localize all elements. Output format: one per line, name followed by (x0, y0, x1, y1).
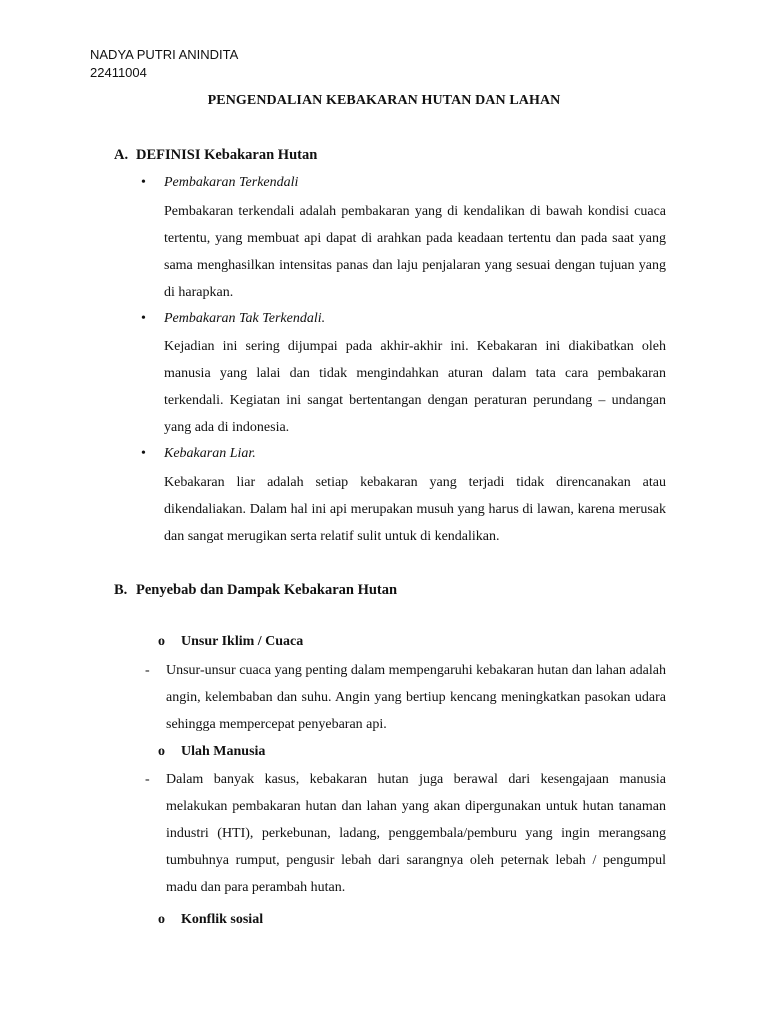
paragraph-ulah-manusia: Dalam banyak kasus, kebakaran hutan juga berawal dari kesengajaan manusia melakukan pembakaran hutan dan lahan yang akan dipergunakan untuk hutan tanaman industri (HTI), perkebunan, ladang, penggembala/pemburu yang ingin merangsang tumbuhnya rumput, pengusir lebah dari sarangnya oleh peternak lebah / pengumpul madu dan para perambah hutan. (166, 772, 666, 895)
bullet-icon: • (141, 446, 146, 461)
paragraph-kebakaran-liar: Kebakaran liar adalah setiap kebakaran yang terjadi tidak direncanakan atau dikendaliakan. Dalam hal ini api merupakan musuh yang harus di lawan, karena merusak dan sangat merugikan serta relatif sulit untuk di kendalikan. (164, 475, 666, 544)
paragraph-pembakaran-terkendali: Pembakaran terkendali adalah pembakaran yang di kendalikan di bawah kondisi cuaca tertentu, yang membuat api dapat di arahkan pada keadaan tertentu dan pada saat yang sama menghasilkan intensitas panas dan laju penjalaran yang sesuai dengan tujuan yang di harapkan. (164, 204, 666, 300)
dash-bullet-icon: - (145, 663, 150, 678)
item-label-pembakaran-terkendali: Pembakaran Terkendali (164, 175, 299, 190)
item-label-kebakaran-liar: Kebakaran Liar. (164, 446, 256, 461)
paragraph-pembakaran-tak-terkendali: Kejadian ini sering dijumpai pada akhir-akhir ini. Kebakaran ini diakibatkan oleh manusia yang lalai dan tidak mengindahkan aturan dalam tata cara pembakaran terkendali. Kegiatan ini sangat bertentangan dengan peraturan perundang – undangan yang ada di indonesia. (164, 339, 666, 435)
subheading-ulah-manusia: Ulah Manusia (181, 744, 266, 759)
section-b-letter: B. (114, 582, 128, 598)
section-b-title: Penyebab dan Dampak Kebakaran Hutan (136, 582, 398, 598)
section-b-heading (114, 582, 397, 599)
section-a-title: DEFINISI Kebakaran Hutan (136, 147, 318, 163)
author-id: 22411004 (90, 65, 147, 80)
subheading-unsur-iklim: Unsur Iklim / Cuaca (181, 634, 304, 649)
section-a-heading (114, 147, 317, 164)
circle-bullet-icon: o (158, 634, 165, 649)
dash-bullet-icon: - (145, 772, 150, 787)
circle-bullet-icon: o (158, 912, 165, 927)
paragraph-unsur-iklim: Unsur-unsur cuaca yang penting dalam mempengaruhi kebakaran hutan dan lahan adalah angin, kelembaban dan suhu. Angin yang bertiup kencang meningkatkan pasokan udara sehingga mempercepat penyebaran api. (166, 663, 666, 732)
subheading-konflik-sosial: Konflik sosial (181, 912, 264, 927)
section-a-letter: A. (114, 147, 129, 163)
author-name: NADYA PUTRI ANINDITA (90, 47, 239, 62)
bullet-icon: • (141, 175, 146, 190)
bullet-icon: • (141, 311, 146, 326)
item-label-pembakaran-tak-terkendali: Pembakaran Tak Terkendali. (164, 311, 326, 326)
circle-bullet-icon: o (158, 744, 165, 759)
document-title: PENGENDALIAN KEBAKARAN HUTAN DAN LAHAN (207, 93, 561, 108)
